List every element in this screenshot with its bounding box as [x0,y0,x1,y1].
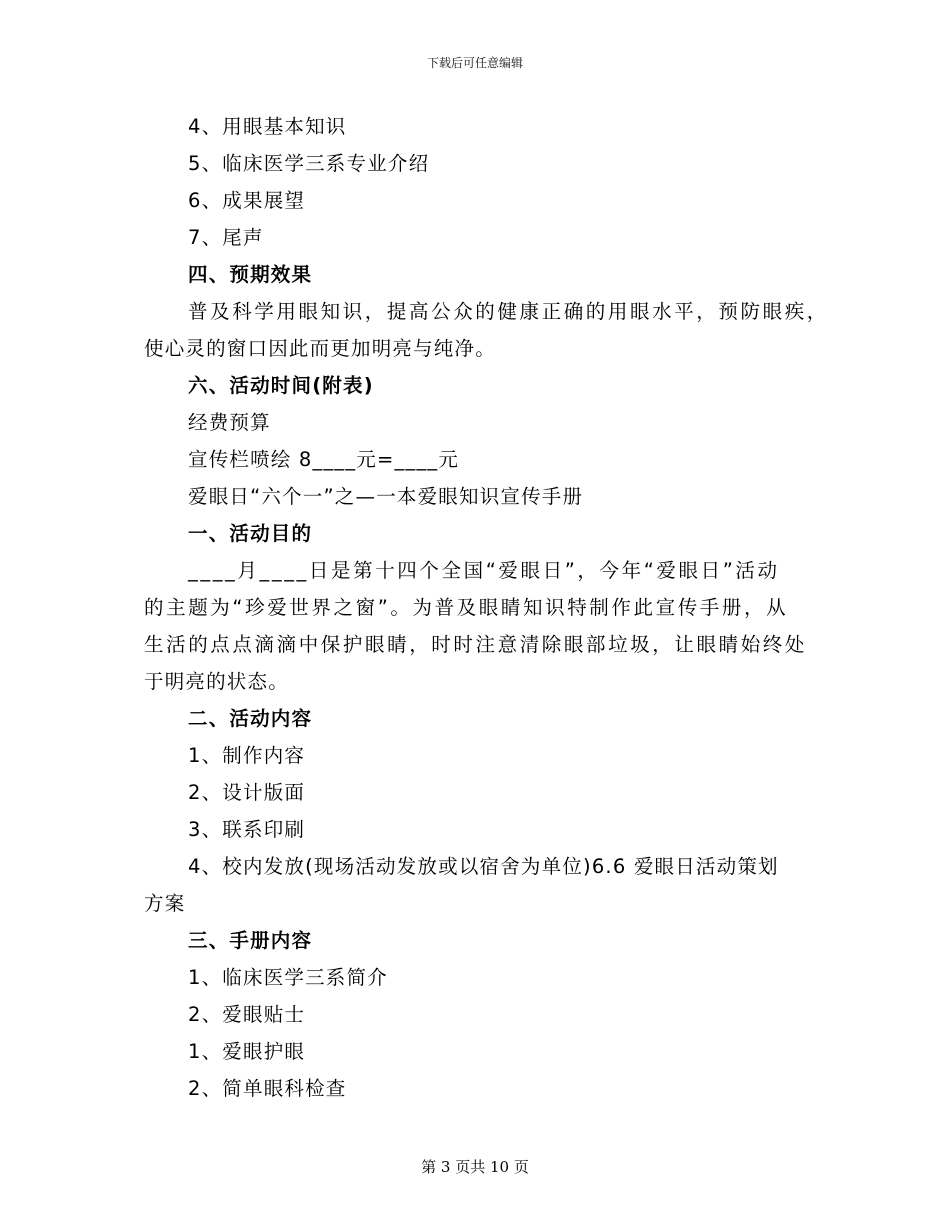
text-line: 2、设计版面 [188,781,306,804]
text-line: 5、临床医学三系专业介绍 [188,152,430,175]
section-heading: 三、手册内容 [188,929,313,952]
page-header: 下载后可任意编辑 [426,56,523,70]
paragraph-line: 使心灵的窗口因此而更加明亮与纯净。 [144,337,496,360]
text-line: 4、用眼基本知识 [188,115,347,138]
text-line: 爱眼日“六个一”之—一本爱眼知识宣传手册 [188,485,584,508]
section-heading: 六、活动时间(附表) [188,374,374,397]
section-heading: 一、活动目的 [188,522,313,545]
paragraph-line: 方案 [144,892,186,915]
section-heading: 四、预期效果 [188,263,313,286]
paragraph-line: 于明亮的状态。 [144,670,289,693]
text-line: 1、爱眼护眼 [188,1040,306,1063]
text-line: 7、尾声 [188,226,264,249]
section-heading: 二、活动内容 [188,707,313,730]
paragraph-line: 的主题为“珍爱世界之窗”。为普及眼睛知识特制作此宣传手册，从 [144,596,789,619]
paragraph-line: 普及科学用眼知识，提高公众的健康正确的用眼水平，预防眼疾， [188,300,829,323]
text-line: 6、成果展望 [188,189,306,212]
text-line: 1、临床医学三系简介 [188,966,388,989]
paragraph-line: ____月____日是第十四个全国“爱眼日”，今年“爱眼日”活动 [188,559,780,582]
text-line: 2、简单眼科检查 [188,1077,347,1100]
page-footer: 第 3 页共 10 页 [421,1158,529,1176]
paragraph-line: 生活的点点滴滴中保护眼睛，时时注意清除眼部垃圾，让眼睛始终处 [144,633,808,656]
text-line: 1、制作内容 [188,744,306,767]
text-line: 宣传栏喷绘 8____元=____元 [188,448,460,471]
paragraph-line: 4、校内发放(现场活动发放或以宿舍为单位)6.6 爱眼日活动策划 [188,855,779,878]
text-line: 经费预算 [188,411,271,434]
text-line: 2、爱眼贴士 [188,1003,306,1026]
text-line: 3、联系印刷 [188,818,306,841]
